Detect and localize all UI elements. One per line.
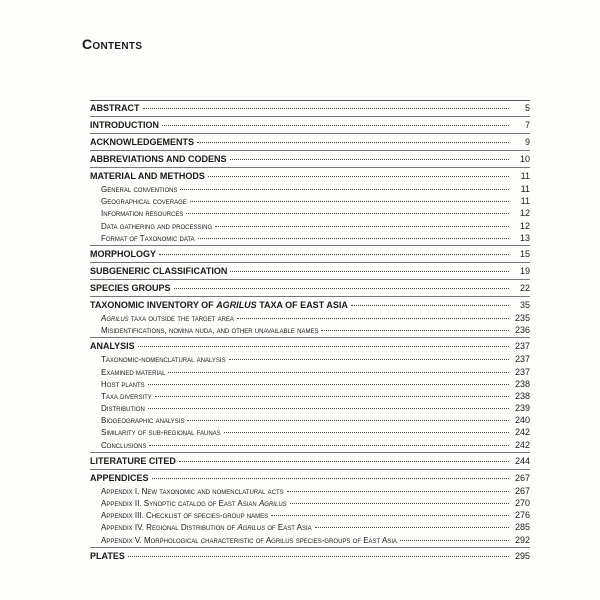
dot-leader [187,420,509,421]
dot-leader [149,445,509,446]
toc-label: Format of Taxonomic data [101,233,195,243]
toc-page-number: 267 [514,485,530,496]
dot-leader [159,254,509,255]
toc-page-number: 238 [514,390,530,401]
toc-entry-abstract [90,101,530,115]
toc-page-number: 267 [514,472,530,483]
toc-entry-misidentifications [90,324,530,336]
toc-label [90,298,348,312]
section-divider [90,150,530,151]
toc-label: SPECIES GROUPS [90,282,171,293]
dot-leader [162,125,509,126]
dot-leader [237,318,509,319]
toc-label: Data gathering and processing [101,221,213,231]
toc-page-number: 11 [520,184,530,194]
toc-label: MATERIAL AND METHODS [90,171,205,181]
dot-leader [271,515,509,516]
dot-leader [315,527,509,528]
toc-page-number: 240 [514,415,530,426]
toc-page-number: 35 [519,299,530,310]
dot-leader [148,408,509,409]
toc-label-part: of East Asia [265,523,312,533]
dot-leader [229,359,509,360]
toc-label: General conventions [101,185,178,194]
toc-label-italic: Agrilus [101,313,129,323]
toc-entry-data-gathering [90,220,530,232]
dot-leader [287,491,509,492]
toc-entry-taxonomic-nomenclatural [90,353,530,365]
toc-entry-morphology [90,247,530,261]
toc-page-number: 236 [514,325,530,336]
dot-leader [400,540,509,541]
toc-entry-acknowledgements [90,135,530,149]
toc-entry-appendix-4 [90,521,530,533]
toc-label: Appendix V. Morphological characteristic of Agrilus species-groups of East Asia [101,535,397,545]
toc-page-number: 15 [519,248,530,259]
toc-page-number: 295 [514,550,530,561]
dot-leader [168,372,509,373]
dot-leader [179,461,509,462]
toc-label: Geographical coverage [101,197,187,207]
toc-entry-appendix-1 [90,485,530,497]
dot-leader [215,226,509,227]
toc-page-number: 270 [514,498,530,508]
dot-leader [224,432,509,433]
toc-page-number: 12 [519,220,530,231]
section-divider [90,452,530,453]
toc-page-number: 22 [519,282,530,293]
toc-entry-general-conventions [90,183,530,195]
dot-leader [198,238,509,239]
dot-leader [155,396,509,397]
section-divider [90,133,530,134]
toc-page-number: 237 [514,341,530,352]
dot-leader [180,189,509,190]
toc-page-number: 292 [514,534,530,545]
toc-label: ANALYSIS [90,341,135,352]
toc-entry-taxonomic-inventory [90,298,530,312]
toc-entry-appendices [90,471,530,485]
toc-entry-abbreviations [90,152,530,166]
toc-label: Biogeographic analysis [101,416,185,426]
toc-label [101,522,312,534]
toc-entry-host-plants [90,378,530,390]
section-divider [90,279,530,280]
dot-leader [197,142,509,143]
toc-label-italic: Agrilus [237,523,266,533]
toc-label [101,313,234,325]
section-divider [90,469,530,470]
toc-entry-geographical-coverage [90,195,530,207]
toc-label: Host plants [101,379,145,389]
toc-entry-species-groups [90,281,530,295]
section-divider [90,245,530,246]
toc-page-number: 10 [519,154,530,164]
toc-label: Distribution [101,404,145,414]
dot-leader [152,478,509,479]
toc-entry-format-taxonomic [90,232,530,244]
toc-page-number: 13 [519,232,530,243]
toc-label: ACKNOWLEDGEMENTS [90,137,194,147]
toc-rows [90,101,530,563]
toc-label-part: Appendix II. Synoptic catalog of East Asian [101,499,259,508]
dot-leader [208,176,509,177]
toc-label: Misidentifications, nomina nuda, and other unavailable names [101,326,319,336]
toc-page-number: 11 [520,171,530,181]
toc-page-number: 5 [524,103,530,113]
dot-leader [174,288,509,289]
toc-entry-subgeneric [90,264,530,278]
dot-leader [143,108,510,109]
toc-label: LITERATURE CITED [90,455,176,466]
section-divider [90,167,530,168]
toc-page-number: 7 [524,120,530,130]
dot-leader [138,346,509,347]
toc-label: Appendix III. Checklist of species-group names [101,511,269,521]
toc-entry-information-resources [90,207,530,219]
dot-leader [230,271,509,272]
toc-entry-appendix-2 [90,497,530,509]
toc-page-number: 244 [514,455,530,466]
toc-label-italic: AGRILUS [216,299,257,310]
section-divider [90,547,530,548]
toc-label-part: TAXONOMIC INVENTORY OF [90,299,217,310]
toc-entry-similarity [90,426,530,438]
dot-leader [186,213,509,214]
toc-page-number: 239 [514,403,530,414]
toc-label: Conclusions [101,440,147,450]
toc-label: Similarity of sub-regional faunas [101,428,221,438]
table-of-contents [90,100,530,563]
dot-leader [321,330,509,331]
toc-entry-literature-cited [90,454,530,468]
dot-leader [190,201,509,202]
toc-label-part: Appendix IV. Regional Distribution of [101,523,238,533]
toc-page-number: 237 [514,366,530,377]
toc-entry-taxa-diversity [90,390,530,402]
toc-label: Taxa diversity [101,391,152,401]
toc-label: ABSTRACT [90,103,140,113]
toc-page-number: 242 [514,427,530,438]
dot-leader [128,556,509,557]
dot-leader [351,305,509,306]
dot-leader [148,384,509,385]
page-title: Contents [82,36,143,52]
section-divider [90,116,530,117]
toc-page-number: 237 [514,354,530,365]
toc-entry-distribution [90,402,530,414]
dot-leader [230,159,509,160]
toc-page-number: 9 [524,137,530,147]
toc-label-part: taxa outside the target area [128,313,234,323]
toc-entry-agrilus-outside [90,312,530,324]
toc-page-number: 235 [514,312,530,323]
toc-label: MORPHOLOGY [90,248,157,259]
toc-entry-appendix-3 [90,509,530,521]
toc-page-number: 12 [519,208,530,219]
toc-entry-conclusions [90,439,530,451]
toc-entry-analysis [90,339,530,353]
toc-entry-examined-material [90,366,530,378]
toc-page-number: 276 [514,510,530,521]
dot-leader [290,503,509,504]
toc-entry-plates [90,549,530,563]
toc-label: Information resources [101,209,184,219]
toc-label: INTRODUCTION [90,120,159,130]
toc-page-number: 11 [520,196,530,207]
toc-label: PLATES [90,550,125,561]
toc-label: Examined material [101,367,166,377]
section-divider [90,296,530,297]
section-divider [90,262,530,263]
toc-label [101,498,287,510]
toc-page-number: 238 [514,378,530,389]
toc-entry-introduction [90,118,530,132]
toc-label-part: TAXA OF EAST ASIA [256,299,348,310]
toc-entry-material-methods [90,169,530,183]
toc-label: ABBREVIATIONS AND CODENS [90,154,227,164]
toc-page-number: 19 [519,265,530,276]
toc-page-number: 285 [514,522,530,533]
toc-label: Appendix I. New taxonomic and nomenclatural acts [101,486,284,496]
toc-label: APPENDICES [90,472,149,483]
section-divider [90,337,530,338]
toc-label-italic: Agrilus [258,499,287,508]
toc-label: SUBGENERIC CLASSIFICATION [90,265,228,276]
toc-label: Taxonomic-nomenclatural analysis [101,355,226,365]
toc-entry-appendix-5 [90,534,530,546]
toc-page-number: 242 [514,439,530,450]
toc-entry-biogeographic [90,414,530,426]
